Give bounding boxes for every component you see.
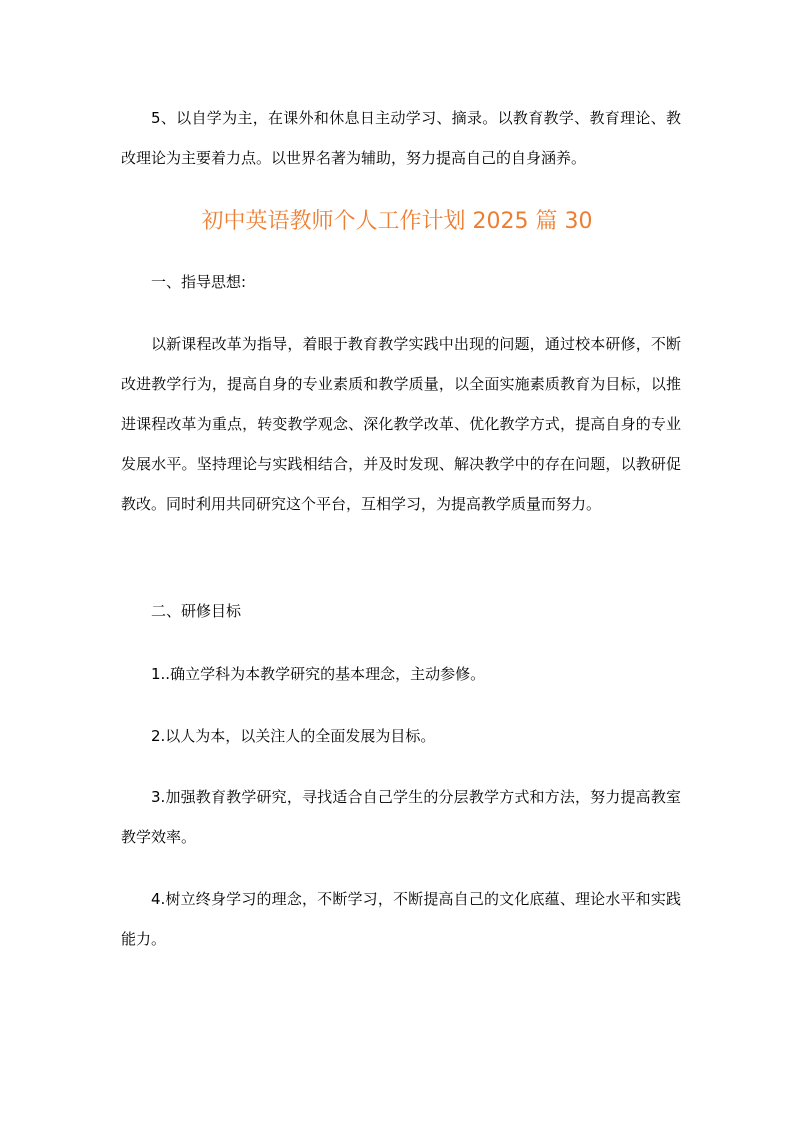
goal-item-1: 1..确立学科为本教学研究的基本理念，主动参修。 bbox=[151, 665, 486, 683]
goal-item-4: 4.树立终身学习的理念，不断学习，不断提高自己的文化底蕴、理论水平和实践能力。 bbox=[121, 890, 681, 948]
document-title: 初中英语教师个人工作计划 2025 篇 30 bbox=[201, 209, 593, 234]
paragraph-item-5: 5、以自学为主，在课外和休息日主动学习、摘录。以教育教学、教育理论、教改理论为主要着力点。以世界名著为辅助，努力提高自己的自身涵养。 bbox=[121, 109, 681, 167]
paragraph-guiding-ideology: 以新课程改革为指导，着眼于教育教学实践中出现的问题，通过校本研修，不断改进教学行为，提高自身的专业素质和教学质量，以全面实施素质教育为目标，以推进课程改革为重点，转变教学观念、深化教学改革、优化教学方式，提高自身的专业发展水平。坚持理论与实践相结合，并及时发现、解决教学中的存在问题，以教研促教改。同时利用共同研究这个平台，互相学习，为提高教学质量而努力。 bbox=[121, 335, 681, 513]
goal-item-3: 3.加强教育教学研究，寻找适合自己学生的分层教学方式和方法，努力提高教室教学效率。 bbox=[121, 788, 681, 846]
section-heading-guiding-ideology: 一、指导思想: bbox=[151, 273, 247, 291]
section-heading-study-goals: 二、研修目标 bbox=[151, 602, 242, 620]
goal-item-2: 2.以人为本，以关注人的全面发展为目标。 bbox=[151, 727, 436, 745]
